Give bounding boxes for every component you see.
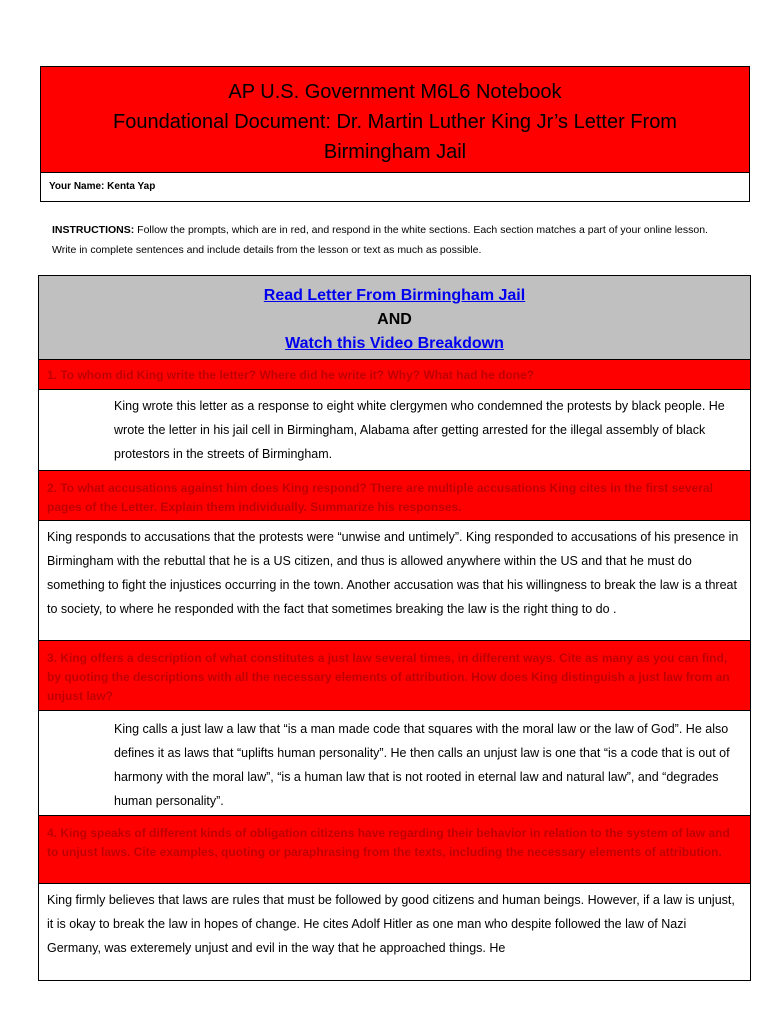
document-title xyxy=(41,67,749,173)
title-line-2: Foundational Document: Dr. Martin Luther King Jr’s Letter From xyxy=(113,111,677,133)
answer-field-1[interactable]: King wrote this letter as a response to eight white clergymen who condemned the protests by black people. He wrote the letter in his jail cell in Birmingham, Alabama after getting arrested for the illegal assembly of black protestors in the streets of Birmingham. xyxy=(39,390,750,471)
instructions-label: INSTRUCTIONS: xyxy=(52,224,135,236)
instructions-paragraph xyxy=(52,220,732,260)
watch-video-link[interactable]: Watch this Video Breakdown xyxy=(285,335,504,352)
question-prompt-4: 4. King speaks of different kinds of obligation citizens have regarding their behavior in relation to the system of law and to unjust laws. Cite examples, quoting or paraphrasing from the texts, including the necessary elements of attribution. xyxy=(39,816,750,884)
answer-field-4[interactable]: King firmly believes that laws are rules that must be followed by good citizens and human beings. However, if a law is unjust, it is okay to break the law in hopes of change. He cites Adolf Hitler as one man who despite followed the law of Nazi Germany, was exteremely unjust and evil in the way that he approached things. He xyxy=(47,893,735,955)
title-line-1: AP U.S. Government M6L6 Notebook xyxy=(228,81,562,103)
title-line-3: Birmingham Jail xyxy=(323,141,467,163)
answer-field-2[interactable]: King responds to accusations that the protests were “unwise and untimely”. King responded to accusations of his presence in Birmingham with the rebuttal that he is a US citizen, and thus is allowed anywhere within the US and that he must do something to fight the injustices occurring in the town. Another accusation was that his willingness to break the law is a threat to society, to where he responded with the fact that sometimes breaking the law is the right thing to do . xyxy=(39,521,750,641)
and-label: AND xyxy=(377,311,412,328)
read-letter-link[interactable]: Read Letter From Birmingham Jail xyxy=(263,287,526,304)
instructions-text: Follow the prompts, which are in red, and respond in the white sections. Each section matches a part of your online lesson. Write in complete sentences and include details from the lesson or text as much as possible. xyxy=(52,224,708,256)
student-name-field: Your Name: Kenta Yap xyxy=(49,181,156,192)
section-heading xyxy=(39,276,750,360)
answer-field-3[interactable]: King calls a just law a law that “is a man made code that squares with the moral law or the law of God”. He also defines it as laws that “uplifts human personality”. He then calls an unjust law is one that “is a code that is out of harmony with the moral law”, “is a human law that is not rooted in eternal law and natural law”, and “degrades human personality”. xyxy=(39,711,750,816)
question-prompt-1: 1. To whom did King write the letter? Where did he write it? Why? What had he done? xyxy=(39,360,750,390)
question-prompt-3: 3. King offers a description of what constitutes a just law several times, in different ways. Cite as many as you can find, by quoting the descriptions with all the necessary elements of attribution. How does King distinguish a just law from an unjust law? xyxy=(39,641,750,711)
question-prompt-2: 2. To what accusations against him does King respond? There are multiple accusations King cites in the first several pages of the Letter. Explain them individually. Summarize his responses. xyxy=(39,471,750,521)
notebook-header xyxy=(40,66,750,202)
question-table xyxy=(38,275,751,981)
